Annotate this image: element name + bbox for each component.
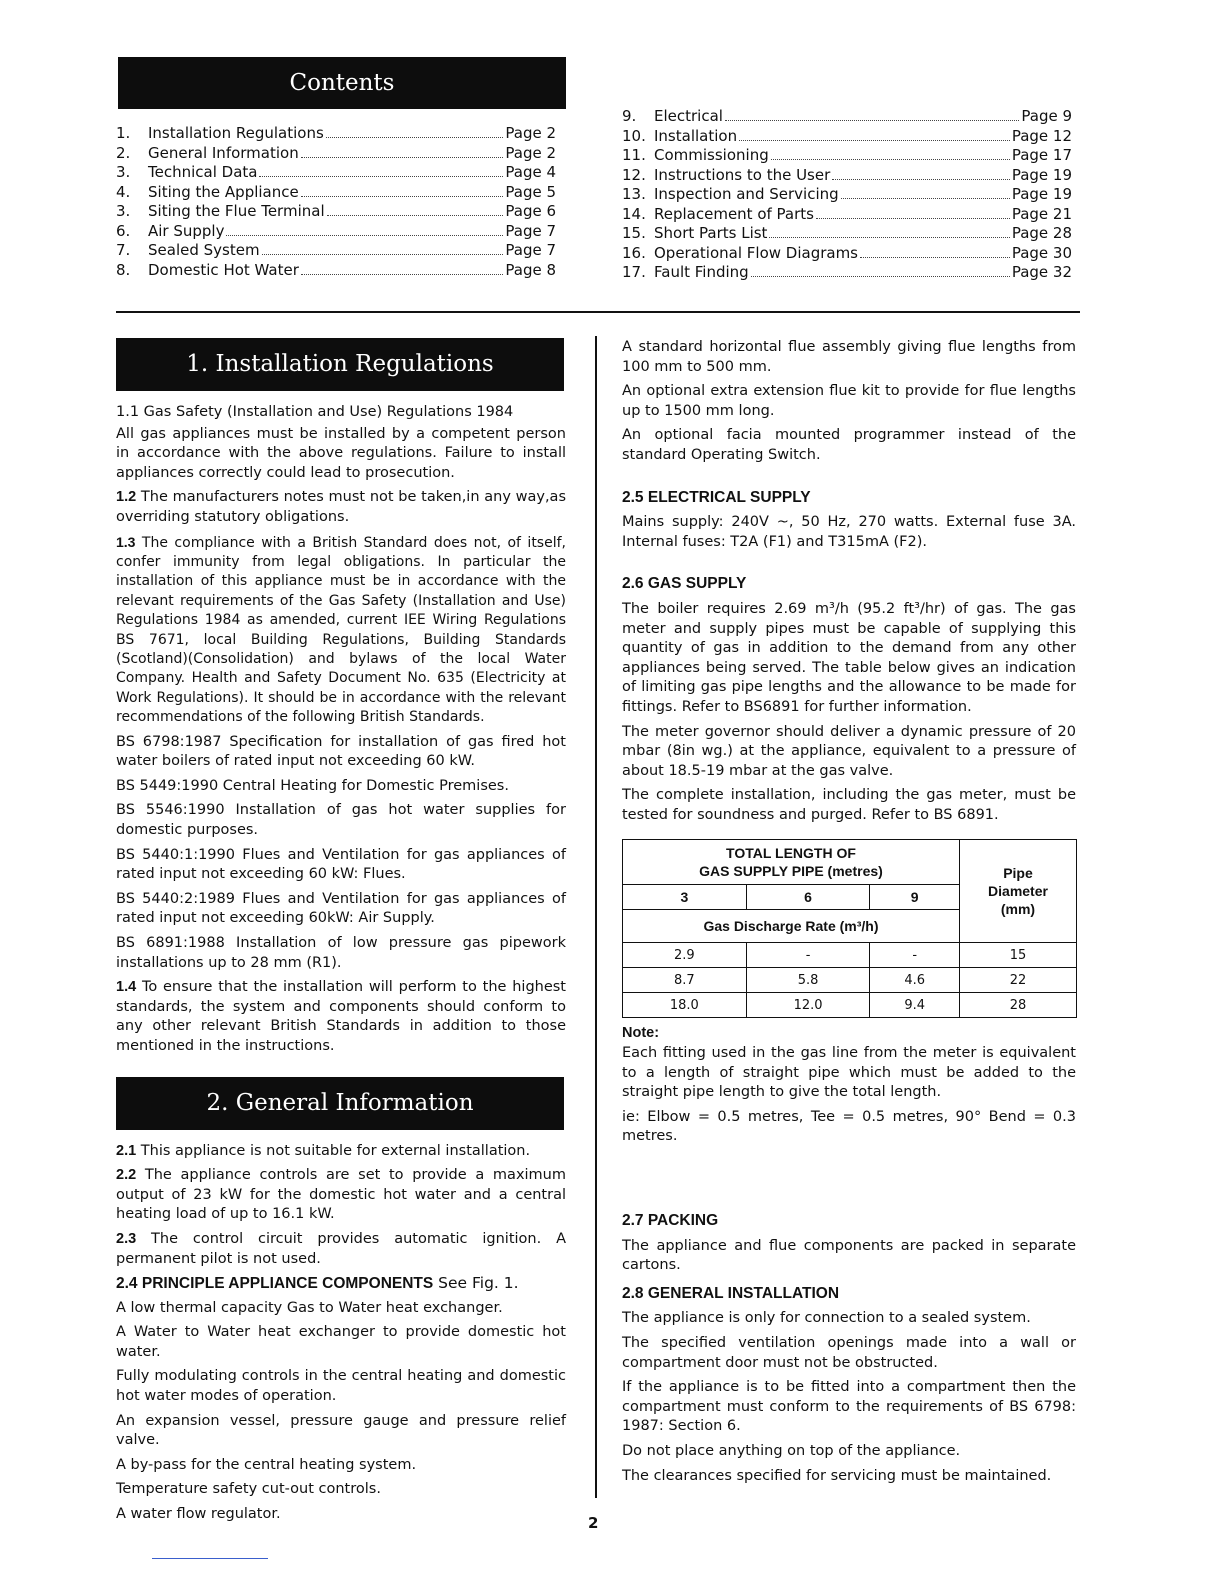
toc-page: Page 32 <box>1011 263 1072 281</box>
reg-1-2: 1.2 The manufacturers notes must not be taken,in any way,as overriding statutory obligations. <box>116 489 566 525</box>
note-equivalents: ie: Elbow = 0.5 metres, Tee = 0.5 metres, 90° Bend = 0.3 metres. <box>622 1108 1076 1145</box>
toc-label: Siting the Appliance <box>148 182 299 201</box>
toc-entry <box>116 202 556 222</box>
toc-label: Technical Data <box>148 163 258 181</box>
toc-label: Air Supply <box>148 221 225 240</box>
toc-label: Domestic Hot Water <box>148 260 299 279</box>
toc-page: Page 7 <box>505 221 556 240</box>
reg-intro: All gas appliances must be installed by a competent person in accordance with the above regulations. Failure to install appliances correctly could lead to prosecution. <box>116 425 566 481</box>
component-3: Fully modulating controls in the central heating and domestic hot water modes of operation. <box>116 1368 566 1405</box>
toc-left <box>116 124 556 280</box>
toc-page: Page 30 <box>1011 243 1072 262</box>
toc-page: Page 5 <box>505 182 556 201</box>
toc-right <box>622 107 1072 283</box>
table-cell: 12.0 <box>746 993 870 1018</box>
install-1: The appliance is only for connection to a sealed system. <box>622 1310 1031 1327</box>
heading-2-8: 2.8 GENERAL INSTALLATION <box>622 1284 840 1302</box>
bs-6891: BS 6891:1988 Installation of low pressure gas pipework installations up to 28 mm (R1). <box>116 934 566 971</box>
table-cell: 4.6 <box>870 968 960 993</box>
toc-number: 3. <box>116 202 131 220</box>
right-column <box>622 338 1076 1491</box>
toc-number: 10. <box>622 126 646 145</box>
toc-label: Replacement of Parts <box>654 204 814 223</box>
toc-entry <box>622 185 1072 205</box>
programmer-option: An optional facia mounted programmer instead of the standard Operating Switch. <box>622 427 1076 463</box>
toc-page: Page 6 <box>505 202 556 220</box>
table-length-cell: 6 <box>746 885 870 910</box>
table-row <box>623 968 1077 993</box>
toc-number: 7. <box>116 241 131 259</box>
contents-divider <box>116 311 1080 313</box>
toc-page: Page 2 <box>505 143 556 162</box>
table-length-cell: 9 <box>870 885 960 910</box>
toc-leader <box>769 237 1009 238</box>
toc-leader <box>326 137 504 138</box>
toc-page: Page 19 <box>1011 165 1072 184</box>
toc-label: Sealed System <box>148 241 260 259</box>
toc-page: Page 12 <box>1011 126 1072 145</box>
component-7: A water flow regulator. <box>116 1506 281 1523</box>
flue-standard: A standard horizontal flue assembly giving flue lengths from 100 mm to 500 mm. <box>622 339 1076 375</box>
toc-number: 15. <box>622 224 646 242</box>
table-cell: 15 <box>960 943 1077 968</box>
toc-entry <box>622 127 1072 147</box>
soundness-test: The complete installation, including the gas meter, must be tested for soundness and purged. Refer to BS 6891. <box>622 787 1076 823</box>
toc-leader <box>301 274 503 275</box>
toc-leader <box>327 215 504 216</box>
toc-entry <box>116 144 556 164</box>
note-fittings: Each fitting used in the gas line from the meter is equivalent to a length of straight pipe which must be added to the straight pipe length to give the total length. <box>622 1045 1076 1101</box>
note-label: Note: <box>622 1025 660 1042</box>
component-5: A by-pass for the central heating system. <box>116 1456 417 1473</box>
bs-5449: BS 5449:1990 Central Heating for Domestic Premises. <box>116 777 509 794</box>
page-number: 2 <box>588 1514 599 1532</box>
toc-number: 8. <box>116 260 131 279</box>
toc-page: Page 4 <box>505 163 556 181</box>
toc-leader <box>259 176 503 177</box>
toc-leader <box>739 140 1010 141</box>
table-length-header: TOTAL LENGTH OF GAS SUPPLY PIPE (metres) <box>623 840 960 885</box>
toc-entry <box>622 146 1072 166</box>
toc-page: Page 17 <box>1011 146 1072 164</box>
toc-entry <box>116 163 556 183</box>
table-cell: - <box>870 943 960 968</box>
table-cell: 18.0 <box>623 993 747 1018</box>
toc-entry <box>622 107 1072 127</box>
reg-1-3: 1.3 The compliance with a British Standard does not, of itself, confer immunity from legal obligations. In particular the installation of this appliance must be in accordance with the relevant requirements of the Gas Safety (Installation and Use) Regulations 1984 as amended, current IEE Wiring Regulations BS 7671, local Building Regulations, Building Standards (Scotland)(Consolidation) and bylaws of the local Water Company. Health and Safety Document No. 635 (Electricity at Work Regulations). It should be in accordance with the relevant recommendations of the following British Standards. <box>116 533 566 726</box>
table-cell: 22 <box>960 968 1077 993</box>
gas-requirement: The boiler requires 2.69 m³/h (95.2 ft³/hr) of gas. The gas meter and supply pipes must be capable of supplying this quantity of gas in addition to the demand from any other appliances being served. The table below gives an indication of limiting gas pipe lengths and the allowance to be made for fittings. Refer to BS6891 for further information. <box>622 600 1076 715</box>
toc-leader <box>832 179 1010 180</box>
install-3: If the appliance is to be fitted into a compartment then the compartment must conform to the requirements of BS 6798: 1987: Section 6. <box>622 1379 1076 1435</box>
table-row <box>623 993 1077 1018</box>
flue-extension: An optional extra extension flue kit to provide for flue lengths up to 1500 mm long. <box>622 383 1076 419</box>
meter-governor: The meter governor should deliver a dynamic pressure of 20 mbar (8in wg.) at the appliance, equivalent to a pressure of about 18.5-19 mbar at the gas valve. <box>622 723 1076 779</box>
toc-label: Commissioning <box>654 146 769 164</box>
heading-2-6: 2.6 GAS SUPPLY <box>622 575 747 593</box>
install-5: The clearances specified for servicing must be maintained. <box>622 1467 1052 1484</box>
toc-label: Fault Finding <box>654 263 749 281</box>
bs-6798: BS 6798:1987 Specification for installation of gas fired hot water boilers of rated input not exceeding 60 kW. <box>116 733 566 770</box>
bs-5440-1: BS 5440:1:1990 Flues and Ventilation for gas appliances of rated input not exceeding 60 kW: Flues. <box>116 846 566 883</box>
toc-number: 12. <box>622 165 646 184</box>
toc-label: Installation Regulations <box>148 124 324 142</box>
toc-page: Page 21 <box>1011 204 1072 223</box>
table-cell: 5.8 <box>746 968 870 993</box>
info-2-1: 2.1 This appliance is not suitable for external installation. <box>116 1142 531 1159</box>
component-1: A low thermal capacity Gas to Water heat exchanger. <box>116 1299 503 1316</box>
component-4: An expansion vessel, pressure gauge and pressure relief valve. <box>116 1412 566 1449</box>
toc-number: 16. <box>622 243 646 262</box>
toc-number: 11. <box>622 146 646 164</box>
toc-number: 2. <box>116 143 131 162</box>
toc-number: 13. <box>622 185 646 203</box>
toc-leader <box>301 157 504 158</box>
toc-entry <box>116 261 556 281</box>
toc-entry <box>622 263 1072 283</box>
left-column <box>116 338 566 1530</box>
toc-label: Operational Flow Diagrams <box>654 243 859 262</box>
toc-number: 6. <box>116 221 131 240</box>
toc-leader <box>725 120 1019 121</box>
toc-number: 1. <box>116 124 131 142</box>
toc-label: Siting the Flue Terminal <box>148 202 325 220</box>
toc-entry <box>116 222 556 242</box>
toc-number: 4. <box>116 182 131 201</box>
toc-entry <box>116 241 556 261</box>
table-row <box>623 943 1077 968</box>
toc-leader <box>816 218 1010 219</box>
toc-label: Electrical <box>654 107 723 125</box>
gas-pipe-table <box>622 839 1077 1018</box>
toc-number: 9. <box>622 107 637 125</box>
reg-1-1: 1.1 Gas Safety (Installation and Use) Regulations 1984 <box>116 404 514 420</box>
bs-5546: BS 5546:1990 Installation of gas hot water supplies for domestic purposes. <box>116 802 566 838</box>
toc-leader <box>860 257 1010 258</box>
toc-leader <box>841 198 1010 199</box>
component-2: A Water to Water heat exchanger to provide domestic hot water. <box>116 1324 566 1360</box>
packing-text: The appliance and flue components are packed in separate cartons. <box>622 1237 1076 1274</box>
table-cell: 2.9 <box>623 943 747 968</box>
toc-entry <box>622 205 1072 225</box>
toc-label: General Information <box>148 143 299 162</box>
table-pipe-diameter-header: Pipe Diameter (mm) <box>960 840 1077 943</box>
toc-page: Page 7 <box>505 241 556 259</box>
table-cell: 8.7 <box>623 968 747 993</box>
toc-page: Page 28 <box>1011 224 1072 242</box>
toc-entry <box>622 224 1072 244</box>
toc-page: Page 9 <box>1021 107 1072 125</box>
info-2-2: 2.2 The appliance controls are set to provide a maximum output of 23 kW for the domestic hot water and a central heating load of up to 16.1 kW. <box>116 1167 566 1223</box>
footer-line <box>152 1558 268 1559</box>
toc-number: 14. <box>622 204 646 223</box>
contents-title: Contents <box>118 57 566 109</box>
heading-2-5: 2.5 ELECTRICAL SUPPLY <box>622 488 811 506</box>
table-rate-header: Gas Discharge Rate (m³/h) <box>623 910 960 943</box>
toc-entry <box>116 183 556 203</box>
component-6: Temperature safety cut-out controls. <box>116 1481 381 1498</box>
toc-leader <box>751 276 1010 277</box>
table-cell: 28 <box>960 993 1077 1018</box>
info-2-3: 2.3 The control circuit provides automatic ignition. A permanent pilot is not used. <box>116 1230 566 1267</box>
table-cell: - <box>746 943 870 968</box>
toc-leader <box>226 235 503 236</box>
toc-number: 3. <box>116 163 131 181</box>
toc-leader <box>262 254 504 255</box>
section2-title: 2. General Information <box>116 1077 564 1130</box>
table-length-cell: 3 <box>623 885 747 910</box>
toc-label: Inspection and Servicing <box>654 185 839 203</box>
toc-label: Installation <box>654 126 738 145</box>
reg-1-4: 1.4 To ensure that the installation will perform to the highest standards, the system and components should conform to any other relevant British Standards in addition to those mentioned in the instructions. <box>116 979 566 1054</box>
heading-2-4: 2.4 PRINCIPLE APPLIANCE COMPONENTS See Fig. 1. <box>116 1274 519 1293</box>
toc-entry <box>116 124 556 144</box>
table-cell: 9.4 <box>870 993 960 1018</box>
section1-title: 1. Installation Regulations <box>116 338 564 391</box>
install-4: Do not place anything on top of the appliance. <box>622 1442 961 1459</box>
toc-number: 17. <box>622 263 646 281</box>
column-divider <box>595 336 597 1498</box>
toc-label: Short Parts List <box>654 224 768 242</box>
heading-2-7: 2.7 PACKING <box>622 1212 719 1230</box>
toc-leader <box>771 159 1010 160</box>
toc-page: Page 2 <box>505 124 556 142</box>
toc-page: Page 19 <box>1011 185 1072 203</box>
toc-page: Page 8 <box>505 260 556 279</box>
toc-leader <box>301 196 504 197</box>
toc-entry <box>622 166 1072 186</box>
bs-5440-2: BS 5440:2:1989 Flues and Ventilation for gas appliances of rated input not exceeding 60kW: Air Supply. <box>116 890 566 927</box>
toc-entry <box>622 244 1072 264</box>
install-2: The specified ventilation openings made into a wall or compartment door must not be obstructed. <box>622 1335 1076 1371</box>
toc-label: Instructions to the User <box>654 165 831 184</box>
electrical-supply: Mains supply: 240V ~, 50 Hz, 270 watts. External fuse 3A. Internal fuses: T2A (F1) and T315mA (F2). <box>622 514 1076 550</box>
